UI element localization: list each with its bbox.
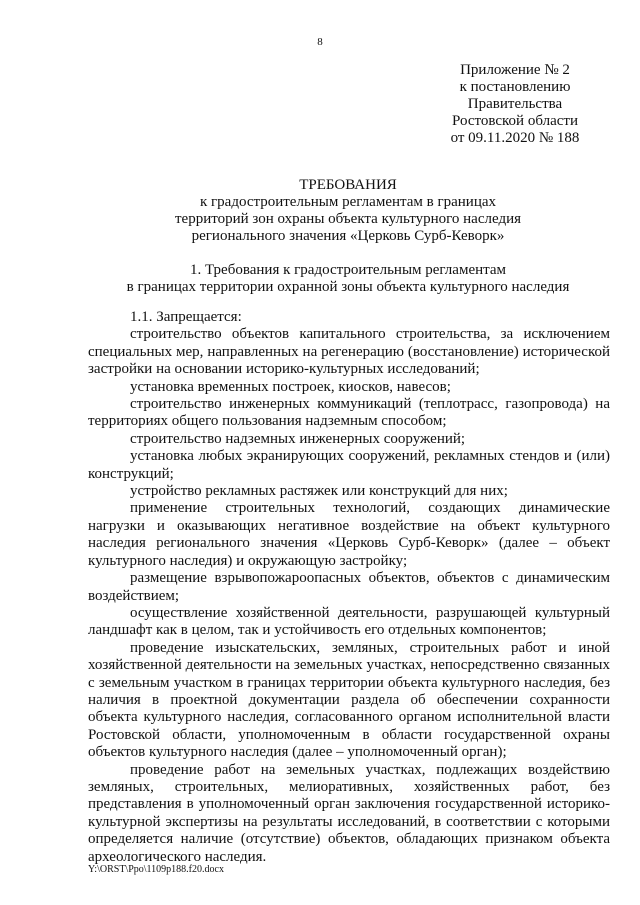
page-number: 8: [317, 36, 323, 48]
list-item: проведение работ на земельных участках, подлежащих воздействию земляных, строительных, мелиоративных, хозяйственных работ, без представления в уполномоченный орган заключения государственной историко-культурной экспертизы на результаты исследований, в соответствии с которыми определяется наличие (отсутствие) объектов, обладающих признаком объекта археологического наследия.: [88, 761, 610, 865]
section-heading-line: в границах территории охранной зоны объекта культурного наследия: [126, 279, 570, 295]
list-item: строительство инженерных коммуникаций (теплотрасс, газопровода) на территориях общего пользования надземным способом;: [88, 396, 610, 430]
list-item: применение строительных технологий, создающих динамические нагрузки и оказывающих негативное воздействие на объект культурного наследия регионального значения «Церковь Сурб-Кеворк» (далее – объект культурного наследия) и окружающую застройку;: [88, 500, 610, 569]
body-text: [88, 309, 610, 866]
appendix-line: к постановлению: [459, 79, 571, 95]
list-item: проведение изыскательских, земляных, строительных работ и иной хозяйственной деятельности на земельных участках, непосредственно связанных с земельным участком в границах территории объекта культурного наследия, без наличия в проектной документации раздела об обеспечении сохранности объекта культурного наследия, согласованного органом исполнительной власти Ростовской области, уполномоченным в области государственной охраны объектов культурного наследия (далее – уполномоченный орган);: [88, 639, 610, 761]
appendix-block: [440, 62, 590, 147]
list-item: установка временных построек, киосков, навесов;: [130, 378, 451, 395]
section-heading-line: 1. Требования к градостроительным регламентам: [189, 262, 507, 278]
appendix-line: от 09.11.2020 № 188: [450, 130, 580, 146]
list-item: устройство рекламных растяжек или конструкций для них;: [130, 483, 508, 500]
appendix-line: Правительства: [467, 96, 563, 112]
list-item: размещение взрывопожароопасных объектов, объектов с динамическим воздействием;: [88, 570, 610, 604]
list-item: осуществление хозяйственной деятельности, разрушающей культурный ландшафт как в целом, так и устойчивость его отдельных компонентов;: [88, 604, 610, 639]
list-item: строительство объектов капитального строительства, за исключением специальных мер, направленных на регенерацию (восстановление) исторической застройки на основании историко-культурных исследований;: [88, 326, 610, 378]
appendix-line: Приложение № 2: [460, 62, 570, 78]
title-line: территорий зон охраны объекта культурного наследия: [175, 211, 521, 227]
document-title: [88, 177, 608, 245]
clause-intro: 1.1. Запрещается:: [130, 309, 242, 325]
title-heading: ТРЕБОВАНИЯ: [299, 177, 397, 193]
appendix-line: Ростовской области: [452, 113, 578, 129]
list-item: строительство надземных инженерных сооружений;: [130, 430, 466, 447]
title-line: регионального значения «Церковь Сурб-Кеворк»: [191, 228, 505, 244]
section-heading: [88, 262, 608, 296]
footer-file-path: Y:\ORST\Ppo\1109p188.f20.docx: [88, 864, 224, 875]
title-line: к градостроительным регламентам в границах: [199, 194, 497, 210]
list-item: установка любых экранирующих сооружений, рекламных стендов и (или) конструкций;: [88, 448, 610, 482]
